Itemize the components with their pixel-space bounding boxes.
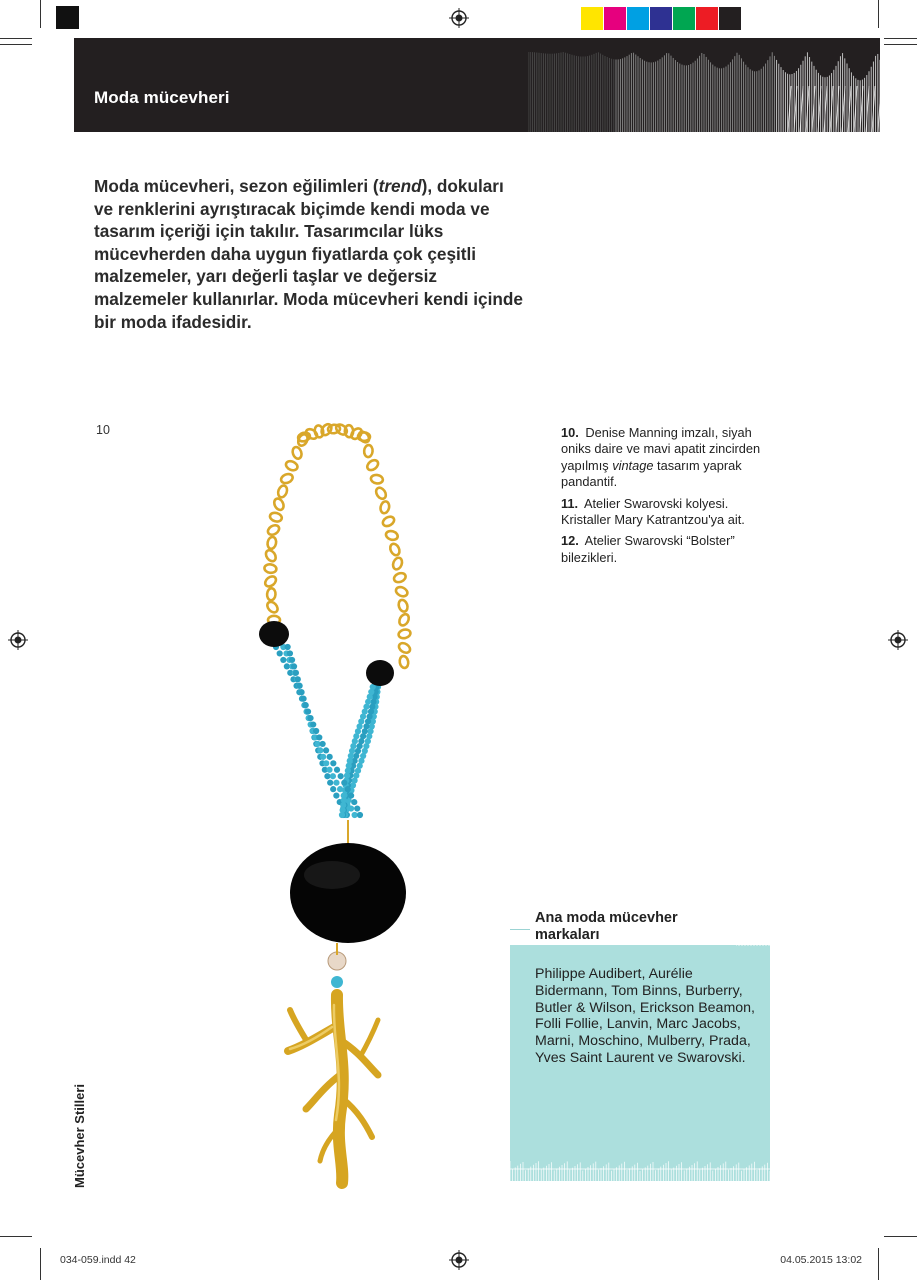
- color-swatch: [673, 7, 695, 30]
- caption-text: Denise Manning imzalı, siyah oniks daire ve mavi apatit zincirden yapılmış: [561, 425, 761, 473]
- crop-mark: [884, 1236, 917, 1237]
- footer-file-info: 034-059.indd 42: [60, 1254, 136, 1266]
- caption-item: [561, 496, 781, 529]
- gold-branch-pendant: [288, 995, 378, 1183]
- color-swatch: [650, 7, 672, 30]
- lead-text: ), dokuları ve renklerini ayrıştıracak biçimde kendi moda ve tasarım içeriği için takılır. Tasarımcılar lüks mücevherden daha uygun fiyatlarda çok çeşitli malzemeler, yarı değerli taşlar ve değersiz malzemeler kullanırlar. Moda mücevheri kendi içinde bir moda ifadesidir.: [94, 176, 523, 332]
- color-swatch: [719, 7, 741, 30]
- caption-italic: vintage: [612, 457, 654, 473]
- registration-mark-icon: [888, 630, 908, 650]
- crop-mark: [40, 1248, 41, 1280]
- color-swatch: [604, 7, 626, 30]
- color-swatch: [627, 7, 649, 30]
- color-swatch: [581, 7, 603, 30]
- captions: [561, 425, 781, 571]
- header-pattern: [528, 38, 880, 132]
- crop-mark: [0, 1236, 32, 1237]
- brands-divider: [510, 929, 530, 930]
- brands-list: Philippe Audibert, Aurélie Bidermann, Tom Binns, Burberry, Butler & Wilson, Erickson Beamon, Folli Follie, Lanvin, Marc Jacobs, Marni, Moschino, Mulberry, Prada, Yves Saint Laurent ve Swarovski.: [535, 966, 755, 1066]
- blue-bead-strands: [273, 644, 381, 818]
- lead-paragraph: [94, 175, 524, 333]
- lead-italic: trend: [378, 176, 422, 196]
- caption-number: 12.: [561, 533, 579, 549]
- brands-title: Ana moda mücevher markaları: [535, 910, 678, 943]
- crystal-bead: [331, 976, 343, 988]
- necklace-photo: [240, 415, 470, 1195]
- caption-number: 10.: [561, 425, 579, 440]
- crop-mark: [878, 0, 879, 28]
- crop-mark: [40, 0, 41, 28]
- color-calibration-bar: [581, 7, 741, 30]
- onyx-bead: [366, 660, 394, 686]
- crop-mark: [878, 1248, 879, 1280]
- crop-mark: [884, 44, 917, 45]
- crop-mark: [0, 38, 32, 39]
- registration-mark-icon: [449, 8, 469, 28]
- caption-item: [561, 425, 781, 491]
- registration-mark-icon: [8, 630, 28, 650]
- caption-number: 11.: [561, 495, 579, 511]
- onyx-disc-pendant: [290, 843, 406, 943]
- decorative-lines: [736, 928, 770, 946]
- caption-item: [561, 533, 781, 566]
- caption-text: Atelier Swarovski “Bolster” bilezikleri.: [561, 533, 735, 565]
- section-header: [74, 38, 880, 132]
- section-title: Moda mücevheri: [94, 88, 230, 107]
- registration-black-square: [56, 6, 79, 29]
- decorative-lines: [510, 1157, 770, 1181]
- figure-number: 10: [96, 423, 110, 437]
- onyx-bead: [259, 621, 289, 647]
- caption-text: Atelier Swarovski kolyesi. Kristaller Mary Katrantzou'ya ait.: [561, 495, 745, 528]
- lead-text: Moda mücevheri, sezon eğilimleri (: [94, 176, 379, 196]
- caption-text: tasarım yaprak pandantif.: [561, 457, 742, 490]
- registration-mark-icon: [449, 1250, 469, 1270]
- crop-mark: [884, 38, 917, 39]
- crop-mark: [0, 44, 32, 45]
- color-swatch: [696, 7, 718, 30]
- footer-date-time: 04.05.2015 13:02: [780, 1254, 862, 1266]
- chapter-side-label: Mücevher Stilleri: [72, 1083, 87, 1188]
